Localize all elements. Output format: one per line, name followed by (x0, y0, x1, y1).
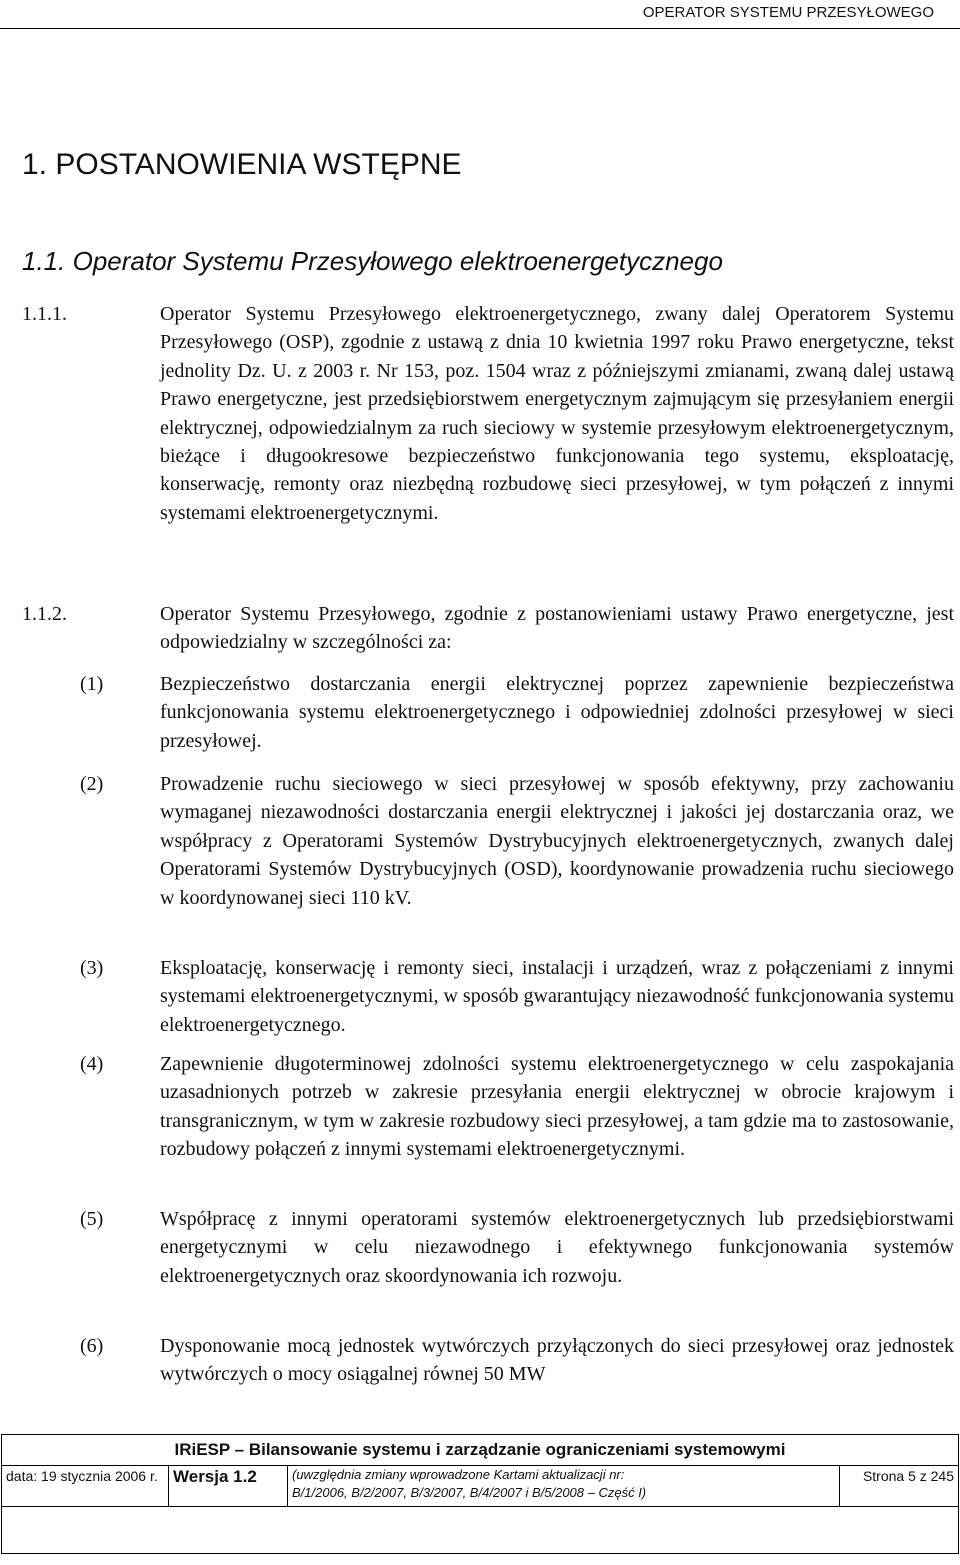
list-item-1 (80, 670, 954, 755)
list-item-text: Zapewnienie długoterminowej zdolności systemu elektroenergetycznego w celu zaspokajania uzasadnionych potrzeb w zakresie przesyłania energii elektrycznej w obrocie krajowym i transgranicznym, w tym w zakresie rozbudowy sieci przesyłowej, a tam gdzie ma to zastosowanie, rozbudowy połączeń z innymi systemami elektroenergetycznymi. (160, 1053, 954, 1161)
section-heading: 1. POSTANOWIENIA WSTĘPNE (22, 148, 462, 181)
running-header (0, 2, 960, 29)
list-item-number: (4) (80, 1053, 104, 1075)
footer-note-line-2: B/1/2006, B/2/2007, B/3/2007, B/4/2007 i B/5/2008 – Część I) (292, 1485, 647, 1500)
list-item-4 (80, 1050, 954, 1164)
paragraph-1-1-1 (22, 300, 954, 527)
running-header-title: OPERATOR SYSTEMU PRZESYŁOWEGO (642, 4, 934, 21)
paragraph-number: 1.1.1. (22, 303, 67, 325)
section-subheading: 1.1. Operator Systemu Przesyłowego elektroenergetycznego (22, 246, 723, 276)
footer-note-line-1: (uwzględnia zmiany wprowadzone Kartami aktualizacji nr: (292, 1467, 625, 1482)
footer-document-title: IRiESP – Bilansowanie systemu i zarządzanie ograniczeniami systemowymi (2, 1435, 959, 1466)
list-item-6 (80, 1332, 954, 1389)
list-item-3 (80, 954, 954, 1039)
list-item-text: Prowadzenie ruchu sieciowego w sieci przesyłowej w sposób efektywny, przy zachowaniu wymaganej niezawodności dostarczania energii elektrycznej i jakości jej dostarczania oraz, we współpracy z Operatorami Systemów Dystrybucyjnych elektroenergetycznych, zwanych dalej Operatorami Systemów Dystrybucyjnych (OSD), koordynowanie prowadzenia ruchu sieciowego w koordynowanej sieci 110 kV. (160, 773, 954, 909)
list-item-5 (80, 1205, 954, 1290)
list-item-number: (3) (80, 957, 104, 979)
footer-table (1, 1434, 959, 1554)
footer-update-note (288, 1466, 840, 1507)
footer-page-number: Strona 5 z 245 (840, 1466, 959, 1507)
paragraph-text: Operator Systemu Przesyłowego, zgodnie z postanowieniami ustawy Prawo energetyczne, jest odpowiedzialny w szczególności za: (160, 603, 954, 654)
paragraph-text: Operator Systemu Przesyłowego elektroenergetycznego, zwany dalej Operatorem Systemu Przesyłowego (OSP), zgodnie z ustawą z dnia 10 kwietnia 1997 roku Prawo energetyczne, tekst jednolity Dz. U. z 2003 r. Nr 153, poz. 1504 wraz z późniejszymi zmianami, zwaną dalej ustawą Prawo energetyczne, jest przedsiębiorstwem energetycznym zajmującym się przesyłaniem energii elektrycznej, odpowiedzialnym za ruch sieciowy w systemie przesyłowym elektroenergetycznym, bieżące i długookresowe bezpieczeństwo funkcjonowania tego systemu, eksploatację, konserwację, remonty oraz niezbędną rozbudowę sieci przesyłowej, w tym połączeń z innymi systemami elektroenergetycznymi. (160, 303, 954, 524)
footer-date: data: 19 stycznia 2006 r. (2, 1466, 169, 1507)
list-item-text: Bezpieczeństwo dostarczania energii elektrycznej poprzez zapewnienie bezpieczeństwa funkcjonowania systemu elektroenergetycznego i odpowiedniej zdolności przesyłowej w sieci przesyłowej. (160, 673, 954, 752)
page-footer (0, 1434, 960, 1554)
footer-blank-row (2, 1507, 959, 1554)
list-item-text: Współpracę z innymi operatorami systemów elektroenergetycznych lub przedsiębiorstwami energetycznymi w celu niezawodnego i efektywnego funkcjonowania systemów elektroenergetycznych oraz skoordynowania ich rozwoju. (160, 1208, 954, 1287)
list-item-text: Eksploatację, konserwację i remonty sieci, instalacji i urządzeń, wraz z połączeniami z innymi systemami elektroenergetycznymi, w sposób gwarantujący niezawodność funkcjonowania systemu elektroenergetycznego. (160, 957, 954, 1036)
list-item-number: (1) (80, 673, 104, 695)
list-item-text: Dysponowanie mocą jednostek wytwórczych przyłączonych do sieci przesyłowej oraz jednostek wytwórczych o mocy osiągalnej równej 50 MW (160, 1335, 954, 1386)
list-item-number: (2) (80, 773, 104, 795)
paragraph-1-1-2 (22, 600, 954, 657)
paragraph-number: 1.1.2. (22, 603, 67, 625)
list-item-number: (5) (80, 1208, 104, 1230)
list-item-number: (6) (80, 1335, 104, 1357)
list-item-2 (80, 770, 954, 912)
footer-version: Wersja 1.2 (169, 1466, 288, 1507)
